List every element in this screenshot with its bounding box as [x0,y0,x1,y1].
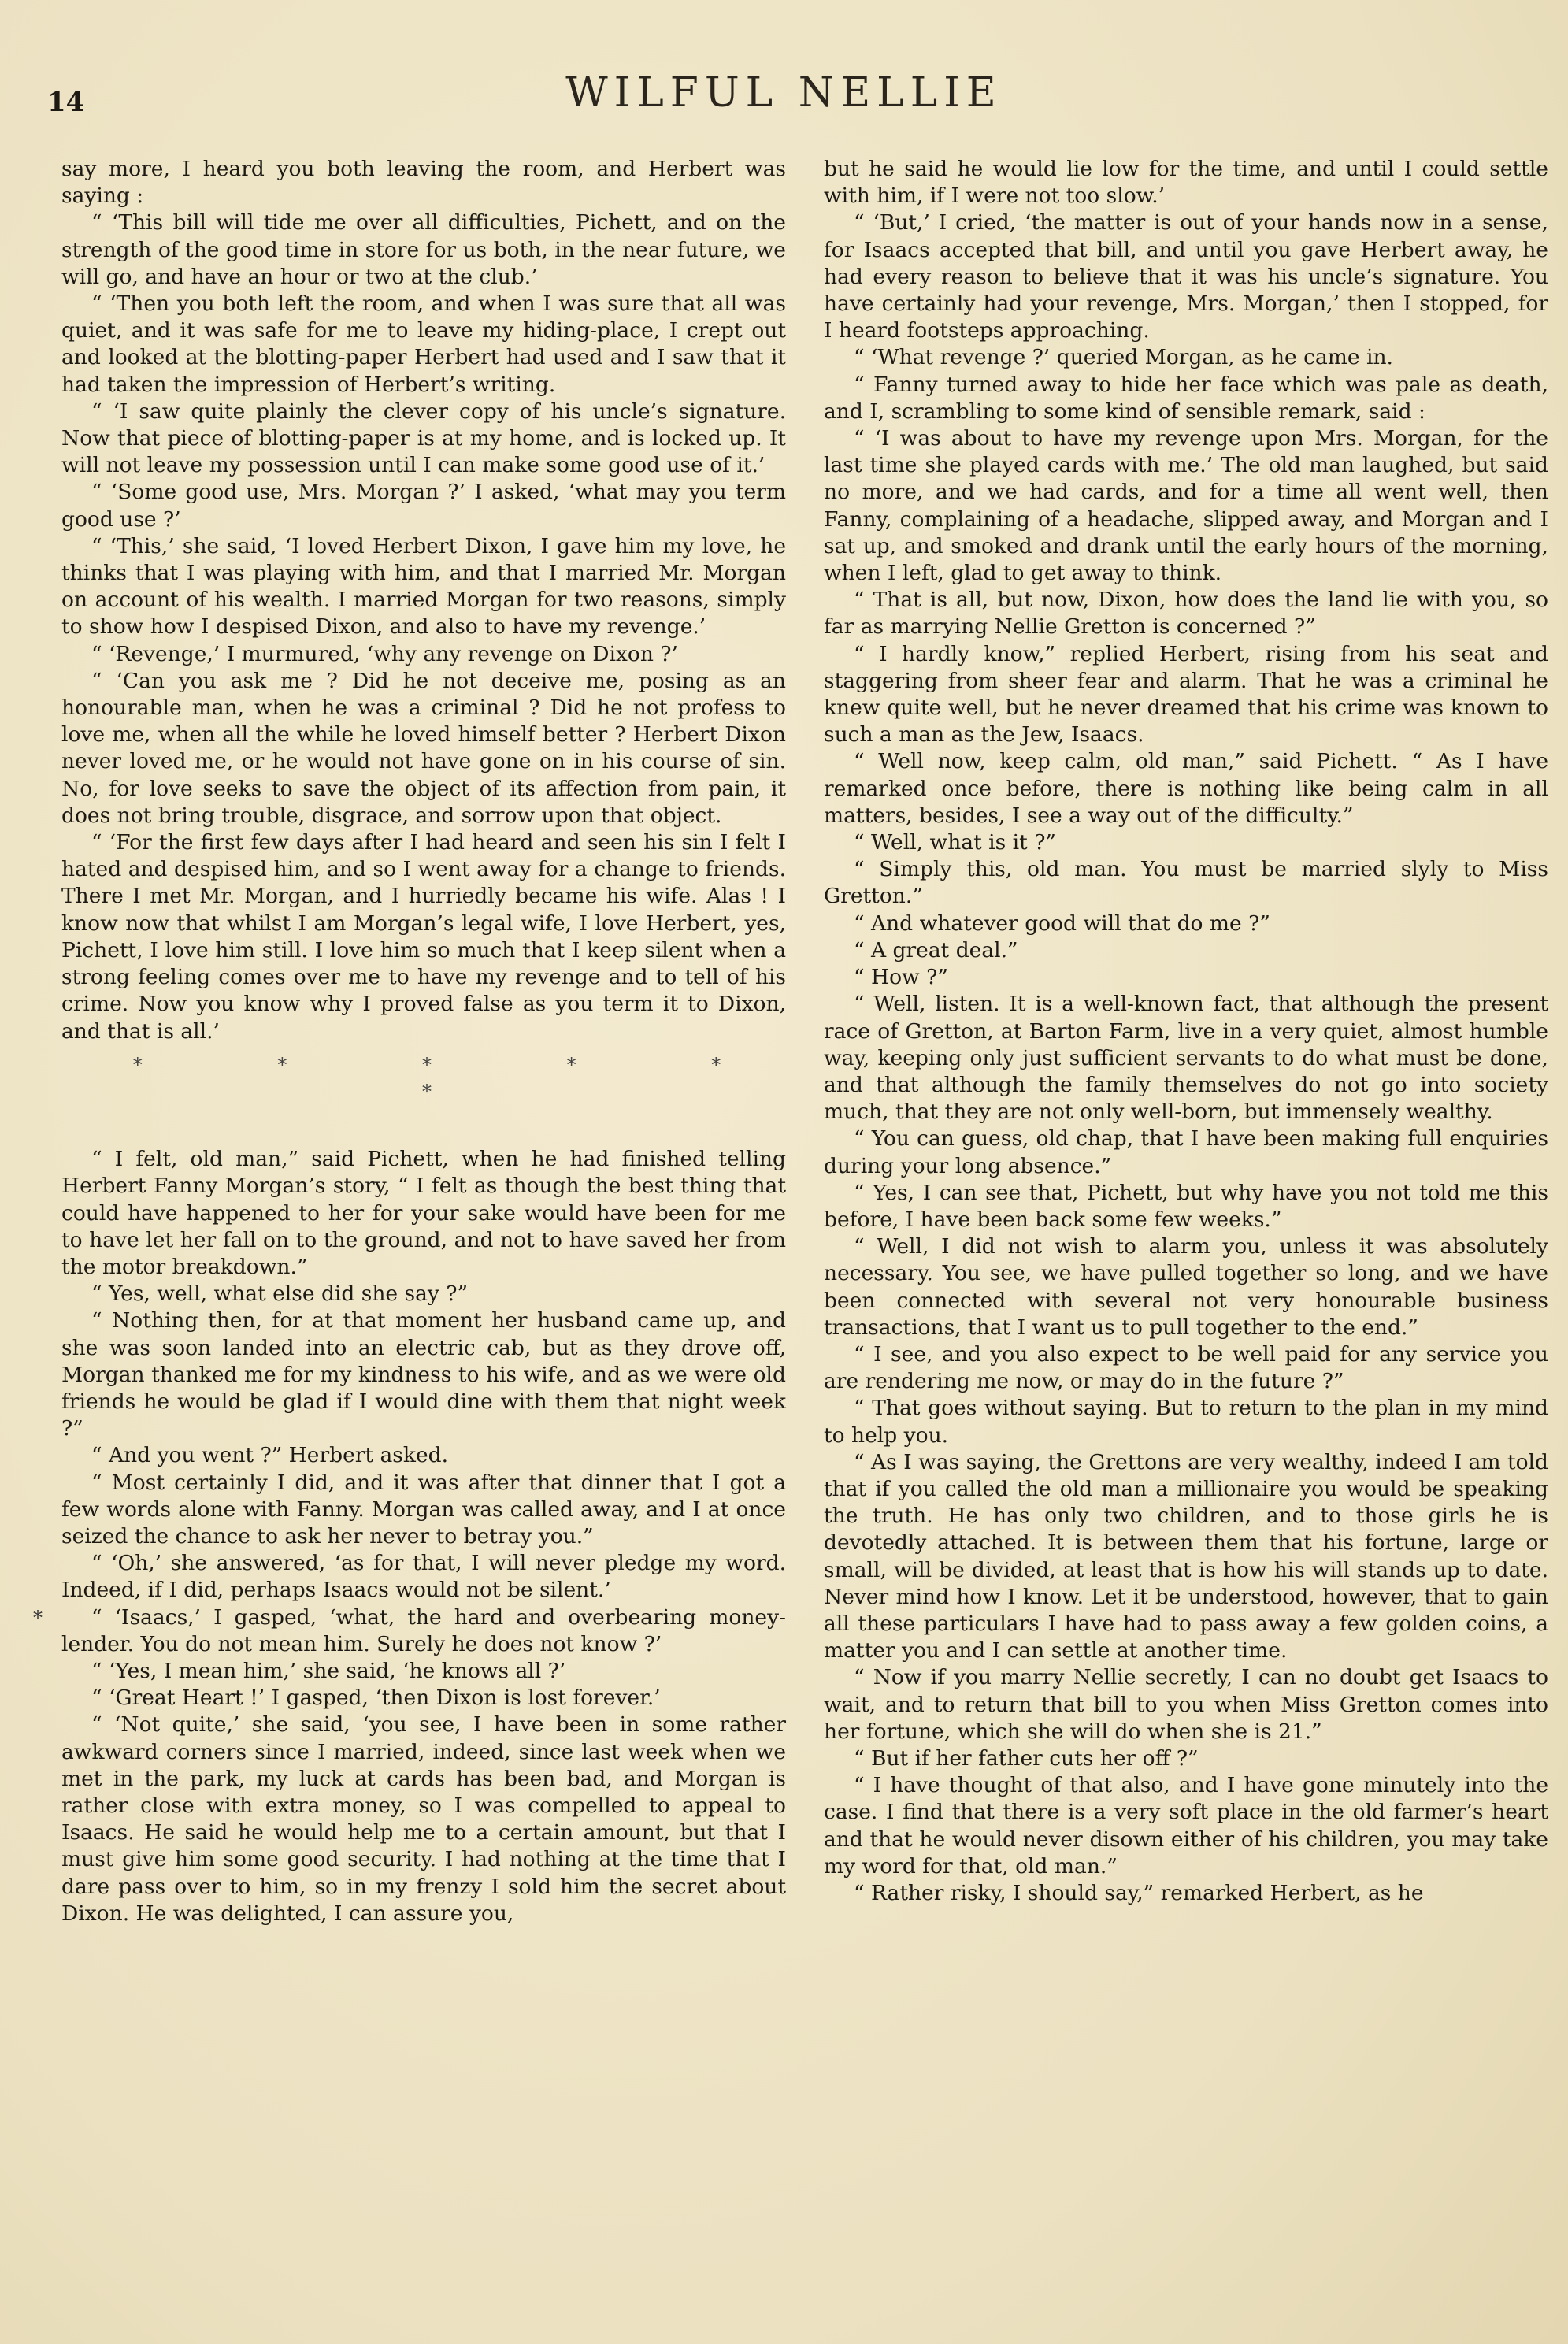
running-title: WILFUL NELLIE [565,69,1003,117]
paragraph: “ As I was saying, the Grettons are very wealthy, indeed I am told that if you called the old man a millionaire you would be speaking the truth. He has only two children, and to those girls he is devotedly attached. It is between them that his fortune, large or small, will be divided, at least that is how his will stands up to date. Never mind how I know. Let it be understood, however, that to gain all these particulars I have had to pass away a few golden coins, a matter you and I can settle at another time. [824,1449,1548,1663]
paragraph: “ That goes without saying. But to return to the plan in my mind to help you. [824,1396,1548,1448]
paragraph: “ Fanny turned away to hide her face which was pale as death, and I, scrambling to some kind of sensible remark, said : [824,372,1548,424]
paragraph: “ Yes, I can see that, Pichett, but why have you not told me this before, I have been back some few weeks.” [824,1180,1548,1232]
page-header [0,69,1568,124]
paragraph: “ ‘Yes, I mean him,’ she said, ‘he knows all ?’ [91,1658,566,1683]
paragraph: “ Simply this, old man. You must be married slyly to Miss Gretton.” [824,857,1548,909]
paragraph: “ ‘Great Heart !’ I gasped, ‘then Dixon is lost forever.’ [91,1686,661,1711]
paragraph: “ ‘Oh,’ she answered, ‘as for that, I will never pledge my word. Indeed, if I did, perhaps Isaacs would not be silent.’ [61,1551,786,1603]
paragraph: “ ‘This,’ she said, ‘I loved Herbert Dixon, I gave him my love, he thinks that I was playing with him, and that I married Mr. Morgan on account of his wealth. I married Morgan for two reasons, simply to show how I despised Dixon, and also to have my revenge.’ [61,533,786,640]
paragraph: “ ‘Isaacs,’ I gasped, ‘what, the hard and overbearing money-lender. You do not mean him. Surely he does not know ?’ [61,1604,786,1656]
page-number: 14 [47,87,85,118]
paragraph: “ ‘Then you both left the room, and when I was sure that all was quiet, and it was safe for me to leave my hiding-place, I crept out and looked at the blotting-paper Herbert had used and I saw that it had taken the impression of Herbert’s writing. [61,291,786,397]
paragraph: “ ‘I saw quite plainly the clever copy of his uncle’s signature. Now that piece of blotting-paper is at my home, and is locked up. It will not leave my possession until I can make some good use of it.’ [61,399,786,478]
left-column [61,156,786,1927]
paragraph: “ I hardly know,” replied Herbert, rising from his seat and staggering from sheer fear and alarm. That he was a criminal he knew quite well, but he never dreamed that his crime was known to such a man as the Jew, Isaacs. [824,641,1548,747]
section-break: * * * * * * [132,1053,786,1103]
paragraph: say more, I heard you both leaving the room, and Herbert was saying : [61,157,786,209]
paragraph: “ I see, and you also expect to be well paid for any service you are rendering me now, or may do in the future ?” [824,1341,1548,1394]
paragraph: “ ‘Not quite,’ she said, ‘you see, I have been in some rather awkward corners since I married, indeed, since last week when we met in the park, my luck at cards has been bad, and Morgan is rather close with extra money, so I was compelled to appeal to Isaacs. He said he would help me to a certain amount, but that I must give him some good security. I had nothing at the time that I dare pass over to him, so in my frenzy I sold him the secret about Dixon. He was delighted, I can assure you, [61,1712,786,1926]
paragraph: “ Nothing then, for at that moment her husband came up, and she was soon landed into an electric cab, but as they drove off, Morgan thanked me for my kindness to his wife, and as we were old friends he would be glad if I would dine with them that night week ?” [61,1308,786,1441]
paragraph: “ How ?” [854,965,948,990]
paragraph: “ ‘Revenge,’ I murmured, ‘why any revenge on Dixon ?’ [91,641,678,666]
paragraph: “ Most certainly I did, and it was after that dinner that I got a few words alone with Fanny. Morgan was called away, and I at once seized the chance to ask her never to betray you.” [61,1470,786,1548]
paragraph: “ ‘Some good use, Mrs. Morgan ?’ I asked, ‘what may you term good use ?’ [61,480,786,532]
paragraph: “ Well, I did not wish to alarm you, unless it was absolutely necessary. You see, we have pulled together so long, and we have been connected with several not very honourable business transactions, that I want us to pull together to the end.” [824,1234,1548,1340]
paragraph: “ That is all, but now, Dixon, how does the land lie with you, so far as marrying Nellie Gretton is concerned ?” [824,588,1548,640]
margin-mark: * [33,1607,43,1629]
paragraph: “ ‘Can you ask me ? Did he not deceive me, posing as an honourable man, when he was a criminal ? Did he not profess to love me, when all the while he loved himself better ? Herbert Dixon never loved me, or he would not have gone on in his course of sin. No, for love seeks to save the object of its affection from pain, it does not bring trouble, disgrace, and sorrow upon that object. [61,668,786,828]
paragraph: but he said he would lie low for the time, and until I could settle with him, if I were not too slow.’ [824,157,1548,209]
paragraph: “ You can guess, old chap, that I have been making full enquiries during your long absence.” [824,1126,1548,1178]
paragraph: “ ‘I was about to have my revenge upon Mrs. Morgan, for the last time she played cards with me.’ The old man laughed, but said no more, and we had cards, and for a time all went well, then Fanny, complaining of a headache, slipped away, and Morgan and I sat up, and smoked and drank until the early hours of the morning, when I left, glad to get away to think. [824,426,1548,586]
paragraph: “ ‘What revenge ?’ queried Morgan, as he came in. [854,345,1393,370]
paragraph: “ Yes, well, what else did she say ?” [91,1281,469,1307]
paragraph: “ Well now, keep calm, old man,” said Pichett. “ As I have remarked once before, there is nothing like being calm in all matters, besides, I see a way out of the difficulty.” [824,749,1548,828]
paragraph: “ A great deal.” [854,937,1018,962]
right-column [824,156,1548,1907]
paragraph: “ ‘But,’ I cried, ‘the matter is out of your hands now in a sense, for Isaacs accepted that bill, and until you gave Herbert away, he had every reason to believe that it was his uncle’s signature. You have certainly had your revenge, Mrs. Morgan,’ then I stopped, for I heard footsteps approaching. [824,210,1548,343]
paragraph: “ And whatever good will that do me ?” [854,911,1270,936]
paragraph: “ Well, what is it ?” [854,830,1056,855]
paragraph: “ I felt, old man,” said Pichett, when he had finished telling Herbert Fanny Morgan’s story, “ I felt as though the best thing that could have happened to her for your sake would have been for me to have let her fall on to the ground, and not to have saved her from the motor breakdown.” [61,1147,786,1279]
paragraph: “ Well, listen. It is a well-known fact, that although the present race of Gretton, at Barton Farm, live in a very quiet, almost humble way, keeping only just sufficient servants to do what must be done, and that although the family themselves do not go into society much, that they are not only well-born, but immensely wealthy. [824,992,1548,1125]
paragraph: “ Rather risky, I should say,” remarked Herbert, as he [854,1881,1424,1905]
paragraph: “ But if her father cuts her off ?” [854,1745,1199,1771]
paragraph: “ I have thought of that also, and I have gone minutely into the case. I find that there is a very soft place in the old farmer’s heart and that he would never disown either of his children, you may take my word for that, old man.” [824,1773,1548,1879]
paragraph: “ And you went ?” Herbert asked. [91,1443,449,1468]
paragraph: “ ‘This bill will tide me over all difficulties, Pichett, and on the strength of the good time in store for us both, in the near future, we will go, and have an hour or two at the club.’ [61,210,786,289]
paragraph: “ ‘For the first few days after I had heard and seen his sin I felt I hated and despised him, and so I went away for a change to friends. There I met Mr. Morgan, and I hurriedly became his wife. Alas ! I know now that whilst I am Morgan’s legal wife, I love Herbert, yes, Pichett, I love him still. I love him so much that I keep silent when a strong feeling comes over me to have my revenge and to tell of his crime. Now you know why I proved false as you term it to Dixon, and that is all.’ [61,830,786,1044]
paragraph: “ Now if you marry Nellie secretly, I can no doubt get Isaacs to wait, and to return that bill to you when Miss Gretton comes into her fortune, which she will do when she is 21.” [824,1665,1548,1744]
